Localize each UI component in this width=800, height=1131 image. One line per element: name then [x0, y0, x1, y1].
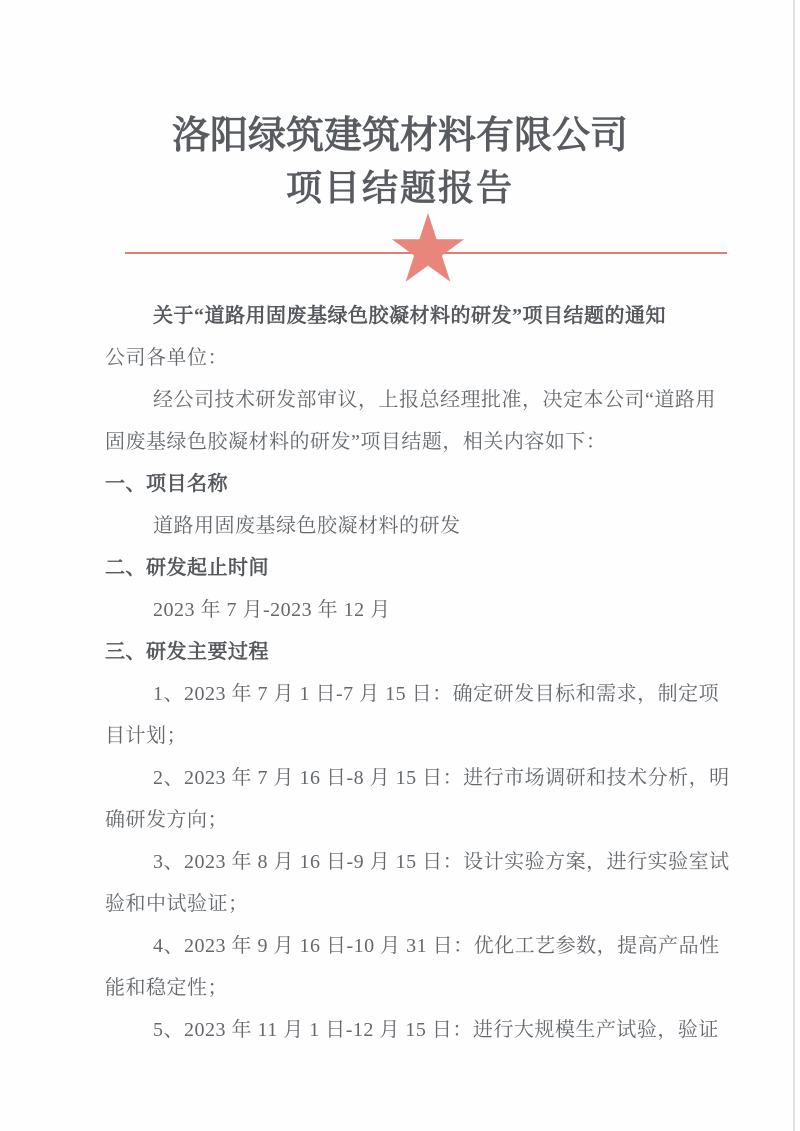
document-body: [105, 301, 730, 1057]
section-3-heading: 三、研发主要过程: [105, 641, 269, 663]
process-item-3-line-2: 验和中试验证；: [105, 893, 249, 915]
star-icon: [388, 211, 468, 291]
intro-line-1: 经公司技术研发部审议，上报总经理批准，决定本公司“道路用: [153, 389, 716, 411]
intro-line-2: 固废基绿色胶凝材料的研发”项目结题，相关内容如下：: [105, 431, 607, 453]
scan-edge-artifact: [793, 0, 795, 1131]
section-1-content: 道路用固废基绿色胶凝材料的研发: [153, 515, 461, 537]
section-1-heading: 一、项目名称: [105, 473, 228, 495]
process-item-4-line-2: 能和稳定性；: [105, 977, 228, 999]
salutation-line: 公司各单位：: [105, 347, 228, 369]
process-item-1-line-1: 1、2023 年 7 月 1 日-7 月 15 日：确定研发目标和需求，制定项: [153, 683, 720, 705]
section-2-content: 2023 年 7 月-2023 年 12 月: [153, 599, 391, 621]
process-item-3-line-1: 3、2023 年 8 月 16 日-9 月 15 日：设计实验方案，进行实验室试: [153, 851, 730, 873]
process-item-2-line-1: 2、2023 年 7 月 16 日-8 月 15 日：进行市场调研和技术分析，明: [153, 767, 730, 789]
process-item-4-line-1: 4、2023 年 9 月 16 日-10 月 31 日：优化工艺参数，提高产品性: [153, 935, 720, 957]
notice-title-line: 关于“道路用固废基绿色胶凝材料的研发”项目结题的通知: [153, 305, 666, 327]
company-name-title: 洛阳绿筑建筑材料有限公司: [171, 115, 628, 157]
section-2-heading: 二、研发起止时间: [105, 557, 269, 579]
process-item-2-line-2: 确研发方向；: [105, 809, 228, 831]
report-type-title: 项目结题报告: [285, 168, 514, 208]
process-item-1-line-2: 目计划；: [105, 725, 187, 747]
process-item-5-line-1: 5、2023 年 11 月 1 日-12 月 15 日：进行大规模生产试验，验证: [153, 1019, 719, 1041]
